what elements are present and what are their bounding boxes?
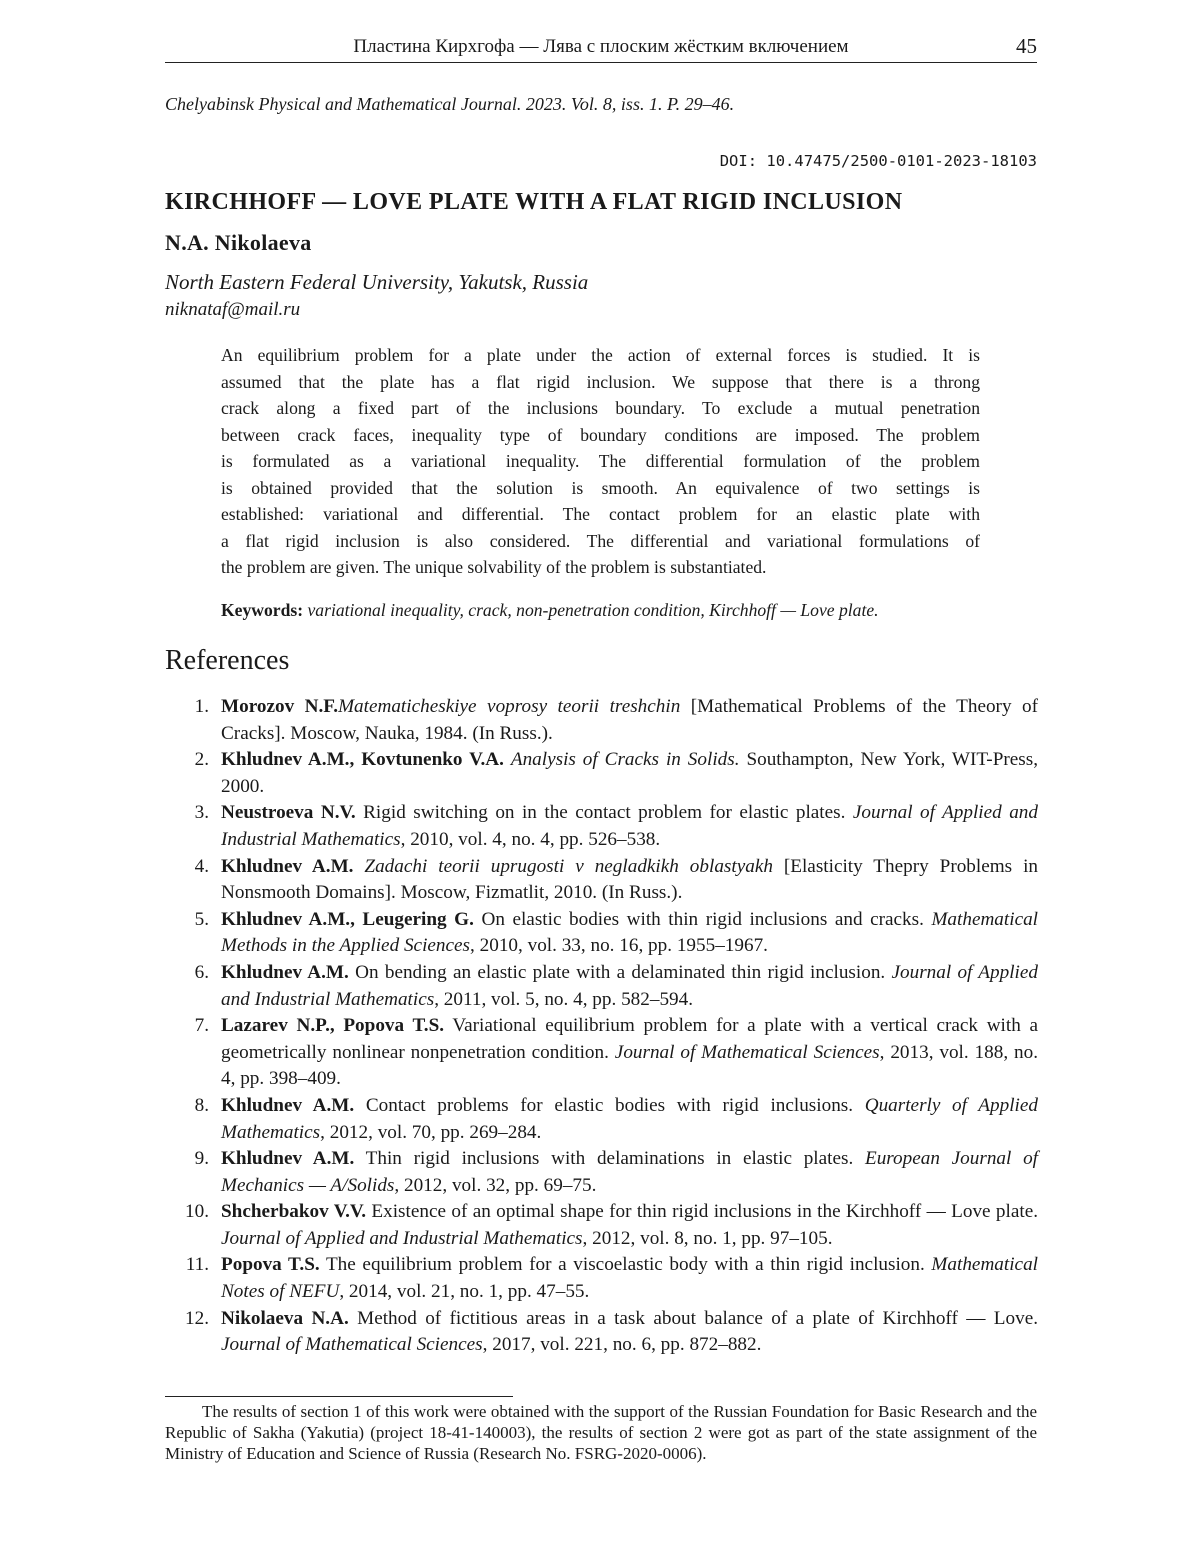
reference-number: 12. [185, 1307, 209, 1329]
reference-number: 9. [194, 1148, 209, 1170]
reference-text: Existence of an optimal shape for thin rigid inclusions in the Kirchhoff — Love plate. [366, 1201, 1039, 1223]
reference-text: Method of fictitious areas in a task about balance of a plate of Kirchhoff — Love. [348, 1307, 1039, 1329]
reference-item [165, 960, 1038, 1013]
reference-details: Southampton, New York, WIT-Press, 2000. [221, 749, 1038, 797]
reference-number: 4. [194, 855, 209, 877]
running-title: Пластина Кирхгофа — Лява с плоским жёстким включением [353, 36, 849, 57]
reference-details: , 2017, vol. 221, no. 6, pp. 872–882. [482, 1334, 762, 1356]
abstract-line: is obtained provided that the solution is smooth. An equivalence of two settings is [221, 477, 980, 498]
reference-number: 3. [194, 802, 209, 824]
reference-item [165, 1252, 1038, 1305]
reference-number: 11. [185, 1254, 209, 1276]
reference-text: Thin rigid inclusions with delaminations in elastic plates. [354, 1148, 865, 1170]
abstract-line: a flat rigid inclusion is also considered. The differential and variational formulations of [221, 530, 980, 551]
reference-item [165, 800, 1038, 853]
reference-details: , 2010, vol. 4, no. 4, pp. 526–538. [400, 828, 661, 850]
reference-details: , 2013, vol. 188, no. 4, pp. 398–409. [221, 1041, 1038, 1090]
abstract-line: An equilibrium problem for a plate under the action of external forces is studied. It is [221, 345, 980, 365]
keywords [221, 600, 879, 621]
author-name: N.A. Nikolaeva [165, 230, 312, 255]
reference-number: 6. [194, 961, 209, 983]
reference-source: European Journal of Mechanics — A/Solids [221, 1148, 1039, 1196]
reference-authors: Khludnev A.M., Leugering G. [221, 908, 474, 930]
reference-number: 8. [194, 1094, 209, 1116]
reference-details: , 2012, vol. 32, pp. 69–75. [394, 1174, 597, 1196]
reference-item [165, 747, 1038, 800]
reference-details: , 2012, vol. 70, pp. 269–284. [320, 1121, 542, 1143]
reference-list [165, 694, 1038, 1359]
abstract-line: assumed that the plate has a flat rigid inclusion. We suppose that there is a throng [221, 371, 980, 392]
reference-source: Mathematical Notes of NEFU [221, 1254, 1038, 1303]
running-header [165, 34, 1037, 63]
reference-text: The equilibrium problem for a viscoelastic body with a thin rigid inclusion. [319, 1254, 932, 1276]
reference-text: Contact problems for elastic bodies with rigid inclusions. [354, 1094, 865, 1116]
reference-authors: Shcherbakov V.V. [221, 1201, 367, 1223]
reference-item [165, 1146, 1038, 1199]
references-heading: References [165, 645, 290, 676]
reference-source: Journal of Applied and Industrial Mathematics [221, 961, 1038, 1010]
reference-authors: Nikolaeva N.A. [221, 1307, 349, 1329]
reference-source: Journal of Applied and Industrial Mathematics [221, 802, 1038, 850]
reference-item [165, 1013, 1038, 1093]
reference-details: , 2010, vol. 33, no. 16, pp. 1955–1967. [470, 935, 768, 957]
reference-item [165, 1306, 1038, 1359]
reference-source: Zadachi teorii uprugosti v negladkikh oblastyakh [364, 855, 773, 877]
reference-details: , 2014, vol. 21, no. 1, pp. 47–55. [339, 1281, 590, 1303]
abstract [221, 342, 980, 581]
abstract-line: the problem are given. The unique solvability of the problem is substantiated. [221, 557, 767, 577]
reference-number: 1. [194, 696, 209, 717]
reference-authors: Khludnev A.M., Kovtunenko V.A. [221, 749, 504, 771]
abstract-line: is formulated as a variational inequality. The differential formulation of the problem [221, 451, 980, 471]
reference-authors: Khludnev A.M. [221, 1148, 355, 1170]
reference-authors: Lazarev N.P., Popova T.S. [221, 1015, 445, 1037]
author-email: niknataf@mail.ru [165, 299, 301, 320]
reference-source: Quarterly of Applied Mathematics [221, 1094, 1038, 1143]
reference-item [165, 907, 1038, 960]
reference-item [165, 694, 1038, 747]
reference-number: 5. [194, 908, 209, 930]
doi: DOI: 10.47475/2500-0101-2023-18103 [719, 152, 1037, 170]
funding-footnote: The results of section 1 of this work were obtained with the support of the Russian Foundation for Basic Research and the Republic of Sakha (Yakutia) (project 18-41-140003), the results of section 2 were got as part of the state assignment of the Ministry of Education and Science of Russia (Research No. FSRG-2020-0006). [165, 1402, 1037, 1464]
reference-source: Journal of Applied and Industrial Mathematics [221, 1227, 583, 1249]
reference-authors: Morozov N.F. [221, 696, 339, 717]
reference-text: On elastic bodies with thin rigid inclusions and cracks. [473, 908, 932, 930]
reference-source: Mathematical Methods in the Applied Sciences [221, 908, 1039, 957]
reference-number: 10. [185, 1201, 209, 1223]
keywords-text: variational inequality, crack, non-penetration condition, Kirchhoff — Love plate. [307, 600, 879, 620]
affiliation: North Eastern Federal University, Yakutsk, Russia [165, 270, 589, 294]
reference-text: On bending an elastic plate with a delaminated thin rigid inclusion. [348, 961, 892, 983]
journal-citation: Chelyabinsk Physical and Mathematical Journal. 2023. Vol. 8, iss. 1. P. 29–46. [165, 94, 735, 114]
reference-source: Matematicheskiye voprosy teorii treshchin [338, 696, 681, 717]
paper-title: KIRCHHOFF — LOVE PLATE WITH A FLAT RIGID INCLUSION [165, 189, 903, 215]
reference-details: , 2012, vol. 8, no. 1, pp. 97–105. [582, 1227, 833, 1249]
reference-source: Analysis of Cracks in Solids. [510, 749, 740, 771]
reference-source: Journal of Mathematical Sciences [221, 1334, 483, 1356]
reference-text: Variational equilibrium problem for a plate with a vertical crack with a geometrically nonlinear nonpenetration condition. [221, 1015, 1038, 1063]
reference-number: 7. [194, 1015, 209, 1037]
reference-text: Rigid switching on in the contact problem for elastic plates. [355, 802, 853, 824]
reference-authors: Popova T.S. [221, 1254, 320, 1276]
reference-authors: Khludnev A.M. [221, 961, 349, 983]
reference-item [165, 854, 1038, 907]
reference-details: , 2011, vol. 5, no. 4, pp. 582–594. [434, 988, 694, 1010]
reference-number: 2. [194, 749, 209, 771]
keywords-label: Keywords: [221, 600, 304, 620]
reference-source: Journal of Mathematical Sciences [614, 1041, 880, 1063]
reference-details: [Elasticity Thepry Problems in Nonsmooth Domains]. Moscow, Fizmatlit, 2010. (In Russ.). [221, 855, 1038, 904]
reference-authors: Khludnev A.M. [221, 1094, 355, 1116]
abstract-line: crack along a fixed part of the inclusions boundary. To exclude a mutual penetration [221, 398, 980, 418]
reference-authors: Neustroeva N.V. [221, 802, 356, 824]
page-number: 45 [1016, 34, 1037, 58]
reference-item [165, 1199, 1038, 1252]
reference-details: [Mathematical Problems of the Theory of Cracks]. Moscow, Nauka, 1984. (In Russ.). [221, 696, 1038, 744]
abstract-line: established: variational and differential. The contact problem for an elastic plate with [221, 504, 980, 524]
abstract-line: between crack faces, inequality type of boundary conditions are imposed. The problem [221, 424, 980, 445]
reference-item [165, 1093, 1038, 1146]
reference-authors: Khludnev A.M. [221, 855, 354, 877]
footnote-divider [165, 1396, 513, 1397]
